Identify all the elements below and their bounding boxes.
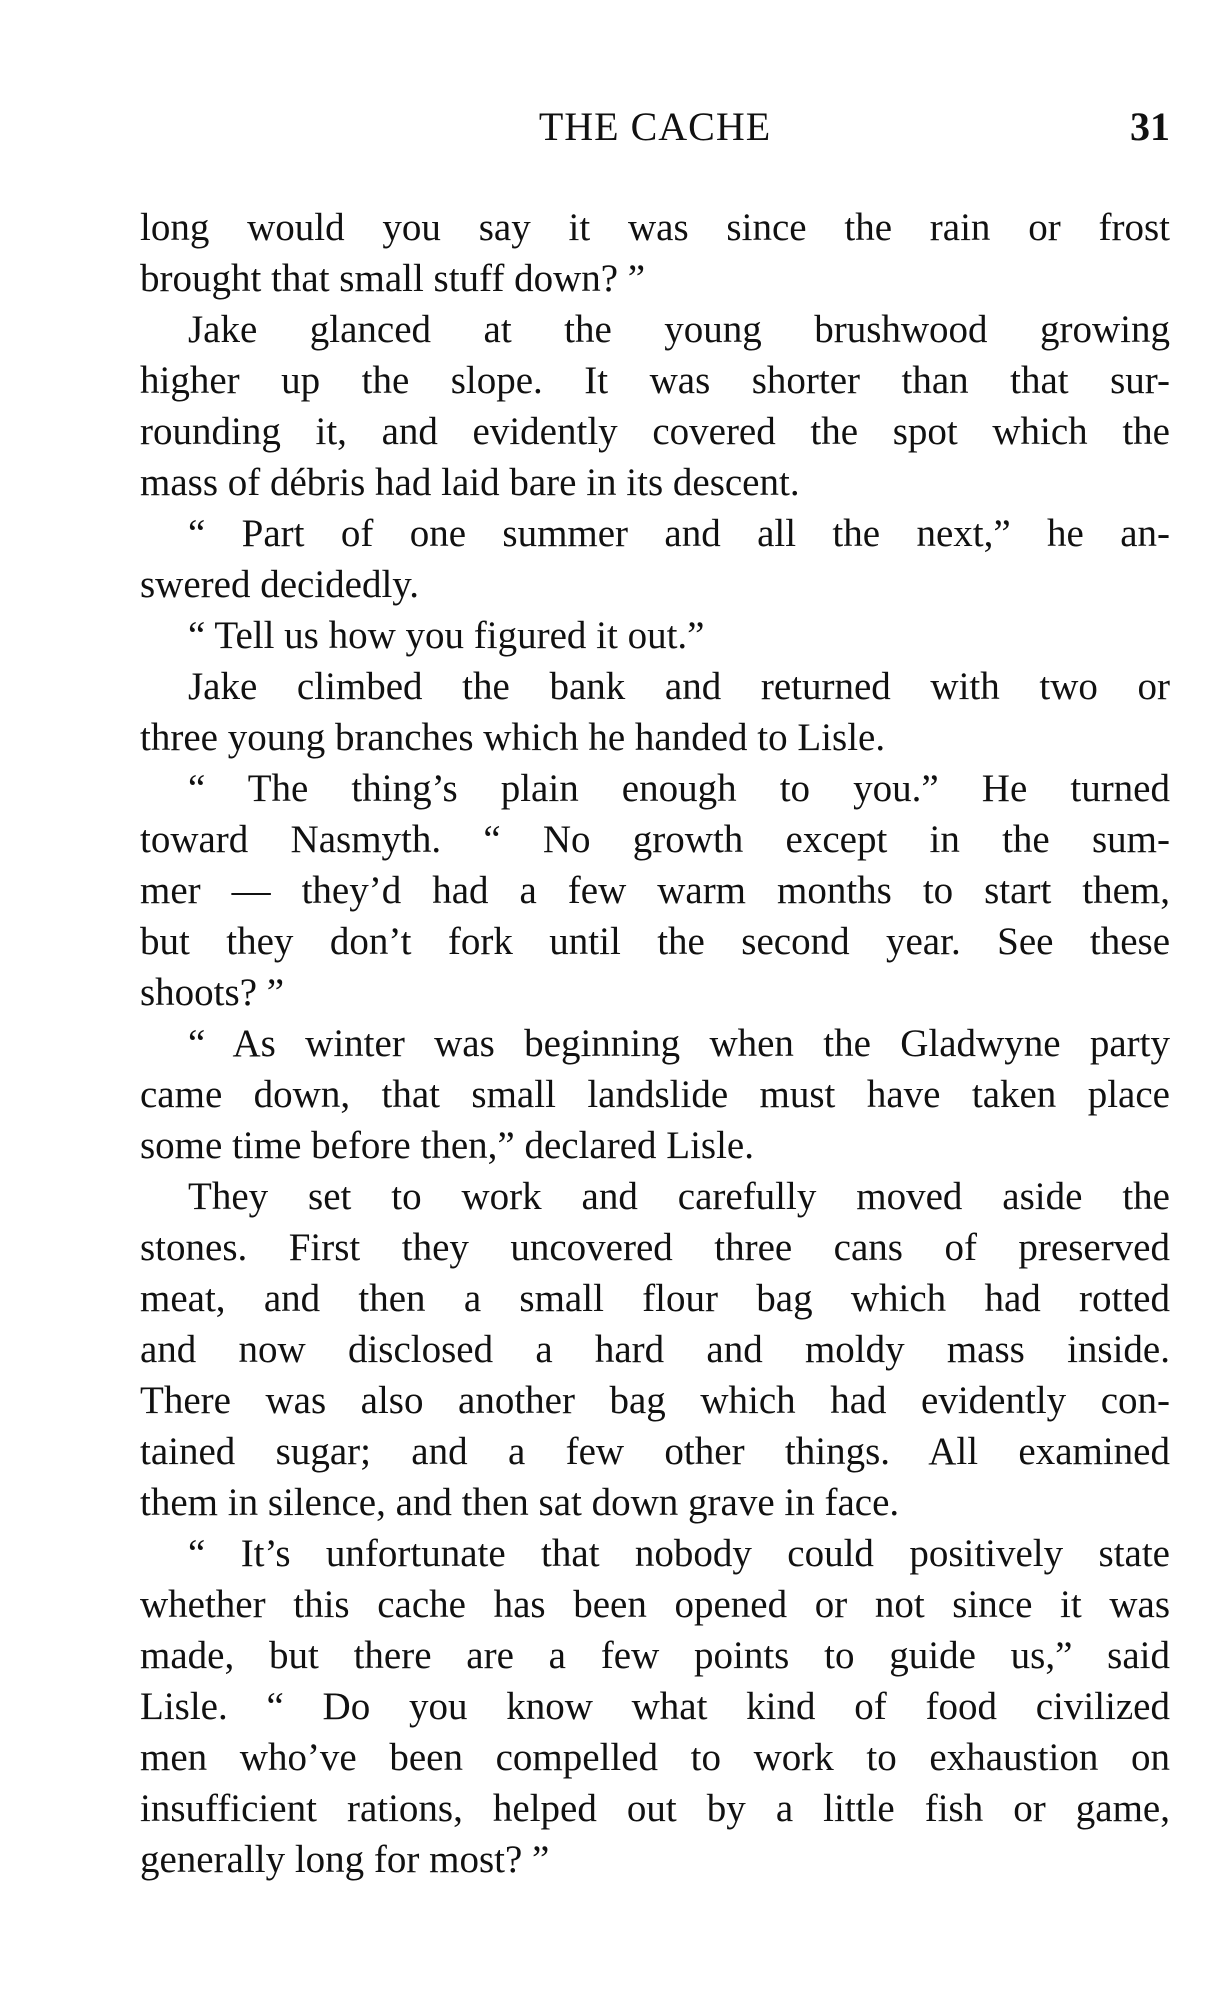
text-line: long would you say it was since the rain or frost	[140, 206, 1170, 249]
text-line: whether this cache has been opened or not since it was	[140, 1583, 1170, 1626]
text-line: mer — they’d had a few warm months to start them,	[140, 869, 1170, 912]
text-line: Jake glanced at the young brushwood growing	[188, 308, 1170, 351]
text-line: Jake climbed the bank and returned with two or	[188, 665, 1170, 708]
text-line: “ Tell us how you figured it out.”	[188, 614, 705, 657]
text-line: and now disclosed a hard and moldy mass inside.	[140, 1328, 1170, 1371]
text-line: brought that small stuff down? ”	[140, 257, 646, 300]
text-line: There was also another bag which had evidently con-	[140, 1379, 1170, 1422]
page-number: 31	[1130, 104, 1170, 149]
text-line: higher up the slope. It was shorter than that sur-	[140, 359, 1170, 402]
text-line: made, but there are a few points to guide us,” said	[140, 1634, 1170, 1677]
text-line: men who’ve been compelled to work to exhaustion on	[140, 1736, 1170, 1779]
body-text	[140, 202, 1170, 1885]
text-line: three young branches which he handed to Lisle.	[140, 716, 886, 759]
text-line: but they don’t fork until the second year. See these	[140, 920, 1170, 963]
text-line: meat, and then a small flour bag which had rotted	[140, 1277, 1170, 1320]
text-line: rounding it, and evidently covered the spot which the	[140, 410, 1170, 453]
text-line: generally long for most? ”	[140, 1838, 550, 1881]
text-line: tained sugar; and a few other things. All examined	[140, 1430, 1170, 1473]
text-line: “ As winter was beginning when the Gladwyne party	[188, 1022, 1170, 1065]
chapter-title: THE CACHE	[538, 104, 772, 149]
text-line: Lisle. “ Do you know what kind of food civilized	[140, 1685, 1170, 1728]
running-head	[140, 103, 1170, 151]
text-line: “ Part of one summer and all the next,” he an-	[188, 512, 1170, 555]
text-line: “ It’s unfortunate that nobody could positively state	[188, 1532, 1170, 1575]
text-line: them in silence, and then sat down grave in face.	[140, 1481, 900, 1524]
text-line: stones. First they uncovered three cans of preserved	[140, 1226, 1170, 1269]
text-line: swered decidedly.	[140, 563, 420, 606]
text-line: “ The thing’s plain enough to you.” He turned	[188, 767, 1170, 810]
text-line: mass of débris had laid bare in its descent.	[140, 461, 800, 504]
text-line: came down, that small landslide must have taken place	[140, 1073, 1170, 1116]
text-line: insufficient rations, helped out by a little fish or game,	[140, 1787, 1170, 1830]
text-line: toward Nasmyth. “ No growth except in the sum-	[140, 818, 1170, 861]
text-line: shoots? ”	[140, 971, 285, 1014]
text-line: some time before then,” declared Lisle.	[140, 1124, 754, 1167]
text-line: They set to work and carefully moved aside the	[188, 1175, 1170, 1218]
